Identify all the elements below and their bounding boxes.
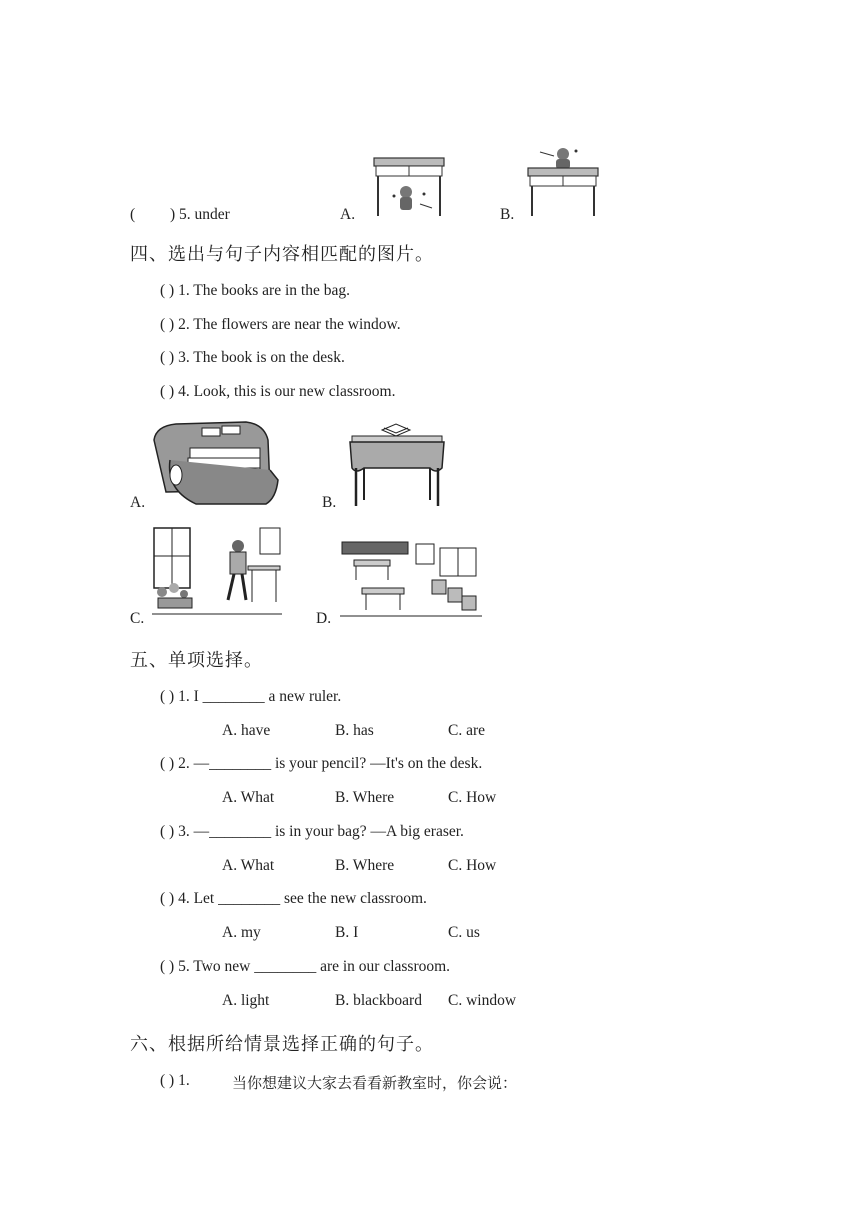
pic-label-c: C. [130,610,145,627]
s5-q3: ( ) 3. —________ is in your bag? —A big eraser. [160,823,464,840]
s5-q4-c: C. us [448,924,480,941]
s5-q5-c: C. window [448,992,517,1009]
s5-q3-a: A. What [222,857,275,874]
desk-book-icon [344,420,450,508]
classroom-icon [340,540,482,618]
s5-q4: ( ) 4. Let ________ see the new classroom. [160,890,427,907]
section5-heading: 五、单项选择。 [130,650,263,671]
s5-q2-a: A. What [222,789,275,806]
s5-q5: ( ) 5. Two new ________ are in our classroom. [160,958,451,975]
window-flowers-boy-icon [152,526,282,618]
s4-item-2: ( ) 2. The flowers are near the window. [160,316,401,333]
s5-q5-b: B. blackboard [335,992,422,1009]
s5-q1-a: A. have [222,722,271,739]
pic-label-d: D. [316,610,332,627]
section6-heading: 六、根据所给情景选择正确的句子。 [130,1034,434,1055]
s5-q1-c: C. are [448,722,486,739]
s6-item-1-num: ( ) 1. [160,1072,190,1089]
pic-label-a: A. [130,494,146,511]
section4-heading: 四、选出与句子内容相匹配的图片。 [130,244,434,265]
q5-option-b: B. [500,206,515,223]
s5-q1-b: B. has [335,722,374,739]
s5-q2-b: B. Where [335,789,395,806]
q5-label: ) 5. under [170,206,230,223]
s6-item-1-text: 当你想建议大家去看看新教室时，你会说： [232,1074,518,1092]
s5-q4-a: A. my [222,924,261,941]
pic-label-b: B. [322,494,337,511]
desk-bear-under-icon [372,156,446,218]
s4-item-1: ( ) 1. The books are in the bag. [160,282,350,299]
q5-paren-open: ( [130,206,136,223]
s5-q5-a: A. light [222,992,270,1009]
s5-q4-b: B. I [335,924,359,941]
schoolbag-books-icon [146,420,284,508]
s4-item-4: ( ) 4. Look, this is our new classroom. [160,383,396,400]
s4-item-3: ( ) 3. The book is on the desk. [160,349,345,366]
s5-q1: ( ) 1. I ________ a new ruler. [160,688,342,705]
s5-q2: ( ) 2. —________ is your pencil? —It's on the desk. [160,755,483,772]
s5-q3-b: B. Where [335,857,395,874]
q5-option-a: A. [340,206,356,223]
s5-q2-c: C. How [448,789,497,806]
desk-bear-on-icon [526,146,600,218]
s5-q3-c: C. How [448,857,497,874]
